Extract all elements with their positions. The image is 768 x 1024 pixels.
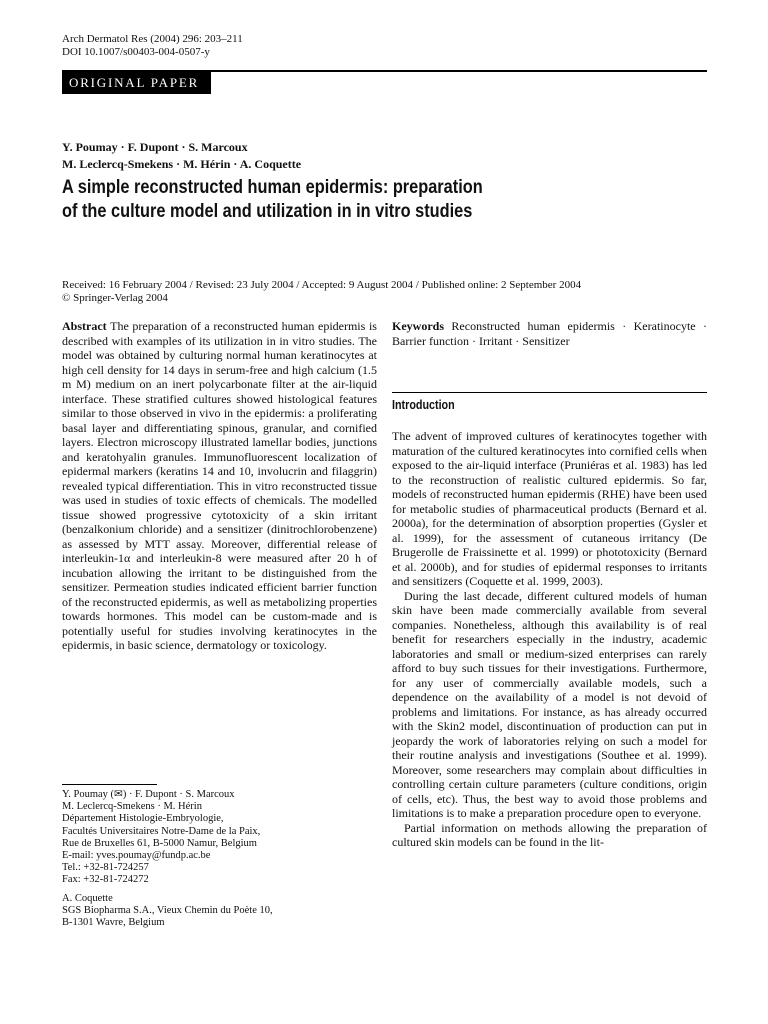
keywords-text: Reconstructed human epidermis · Keratinocyte · Barrier function · Irritant · Sensitizer [392, 319, 707, 348]
introduction-heading: Introduction [392, 398, 455, 412]
author-line: M. Leclercq-Smekens · M. Hérin · A. Coquette [62, 157, 302, 171]
affiliation-line: Fax: +32-81-724272 [62, 874, 149, 886]
coauthor-affiliation [62, 893, 273, 930]
paragraph: Partial information on methods allowing the preparation of cultured skin models can be found in the lit- [392, 820, 707, 849]
affiliation-line: B-1301 Wavre, Belgium [62, 917, 165, 929]
affiliation-line: Y. Poumay (✉) · F. Dupont · S. Marcoux [62, 789, 235, 800]
received-dates: Received: 16 February 2004 / Revised: 23 July 2004 / Accepted: 9 August 2004 / Published online: 2 September 2004 [62, 279, 582, 291]
journal-header [62, 33, 243, 59]
affiliation-line: Tel.: +32-81-724257 [62, 862, 149, 874]
paragraph: The advent of improved cultures of keratinocytes together with maturation of the cultured keratinocytes into cornified cells when exposed to the air-liquid interface (Pruniéras et al. 1983) has led to the reconstruction of realistic cultured epidermis. So far, models of reconstructed human epidermis (RHE) have been used for metabolic studies of pharmaceutical products (Bernard et al. 2000a), for the determination of absorption properties (Gysler et al. 1999), for the assessment of cutaneous irritancy (De Brugerolle de Fraissinette et al. 1999) or phototoxicity (Bernard et al. 2000b), and for studies of epidermal responses to irritants and sensitizers (Coquette et al. 1999, 2003). [392, 429, 707, 588]
section-divider [392, 392, 707, 393]
journal-citation: Arch Dermatol Res (2004) 296: 203–211 [62, 33, 243, 45]
keywords-label: Keywords [392, 319, 444, 333]
author-line: Y. Poumay · F. Dupont · S. Marcoux [62, 140, 248, 154]
affiliation-line: M. Leclercq-Smekens · M. Hérin [62, 801, 202, 813]
paragraph: During the last decade, different cultured models of human skin have been made commercially available from several companies. Nonetheless, although this availability is of real benefit for researchers especially in the industry, academic laboratories and small or medium-sized enterprises can rarely afford to buy such tissues for their investigations. Furthermore, for any user of commercially available models, such a dependence on the availability of a model is not devoid of problems and limitations. For instance, as has already occurred with the Skin2 model, discontinuation of production can put in jeopardy the work of laboratories relying on such a model for their routine analysis and investigations (Southee et al. 1999). Moreover, some researchers may complain about difficulties in controlling certain culture parameters (culture conditions, origin of cells, etc). Thus, the best way to avoid those problems and limitations is to make a preparation procedure open to everyone. [392, 588, 707, 820]
author-affiliation [62, 789, 260, 887]
copyright: © Springer-Verlag 2004 [62, 292, 168, 304]
footnote-divider [62, 784, 157, 785]
title-line: A simple reconstructed human epidermis: preparation [62, 177, 483, 198]
abstract-block [62, 319, 377, 653]
title-line: of the culture model and utilization in in vitro studies [62, 201, 473, 222]
article-type-label: ORIGINAL PAPER [62, 72, 211, 94]
affiliation-line: Facultés Universitaires Notre-Dame de la Paix, [62, 825, 261, 837]
abstract-text: The preparation of a reconstructed human epidermis is described with examples of its utilization in in vitro studies. The model was obtained by culturing normal human keratinocytes at high cell density for 14 days in serum-free and high calcium (1.5 m M) medium on an inert polycarbonate filter at the air-liquid interface. These stratified cultures showed histological features similar to those observed in vivo in the epidermis: a proliferating basal layer and differentiating spinous, granular, and cornified layers. Electron microscopy illustrated lamellar bodies, junctions and keratohyalin granules. Immunofluorescent localization of epidermal markers (keratins 14 and 10, involucrin and filaggrin) revealed typical differentiation. This in vitro reconstructed tissue was used in studies of toxic effects of chemicals. The modelled tissue showed progressive cytotoxicity of a skin irritant (benzalkonium chloride) and a sensitizer (dinitrochlorobenzene) as assessed by MTT assay. Moreover, differential release of interleukin-1α and interleukin-8 were measured after 20 h of incubation allowing the irritant to be distinguished from the sensitizer. Permeation studies indicated efficient barrier function of the reconstructed epidermis, as well as metabolizing properties towards hormones. This model can be custom-made and is potentially useful for studies involving keratinocytes in the epidermis, in basic science, dermatology or toxicology. [62, 319, 377, 652]
keywords-block [392, 319, 707, 348]
affiliation-line: Département Histologie-Embryologie, [62, 813, 224, 825]
introduction-body [392, 429, 707, 850]
journal-doi: DOI 10.1007/s00403-004-0507-y [62, 46, 210, 58]
email-address: E-mail: yves.poumay@fundp.ac.be [62, 850, 211, 862]
affiliation-line: Rue de Bruxelles 61, B-5000 Namur, Belgium [62, 837, 257, 849]
author-list [62, 139, 301, 173]
publication-dates [62, 279, 581, 305]
abstract-label: Abstract [62, 319, 107, 333]
article-title [62, 176, 621, 224]
affiliation-line: A. Coquette [62, 893, 113, 904]
affiliation-line: SGS Biopharma S.A., Vieux Chemin du Poète 10, [62, 905, 273, 917]
article-type-banner [62, 70, 707, 96]
